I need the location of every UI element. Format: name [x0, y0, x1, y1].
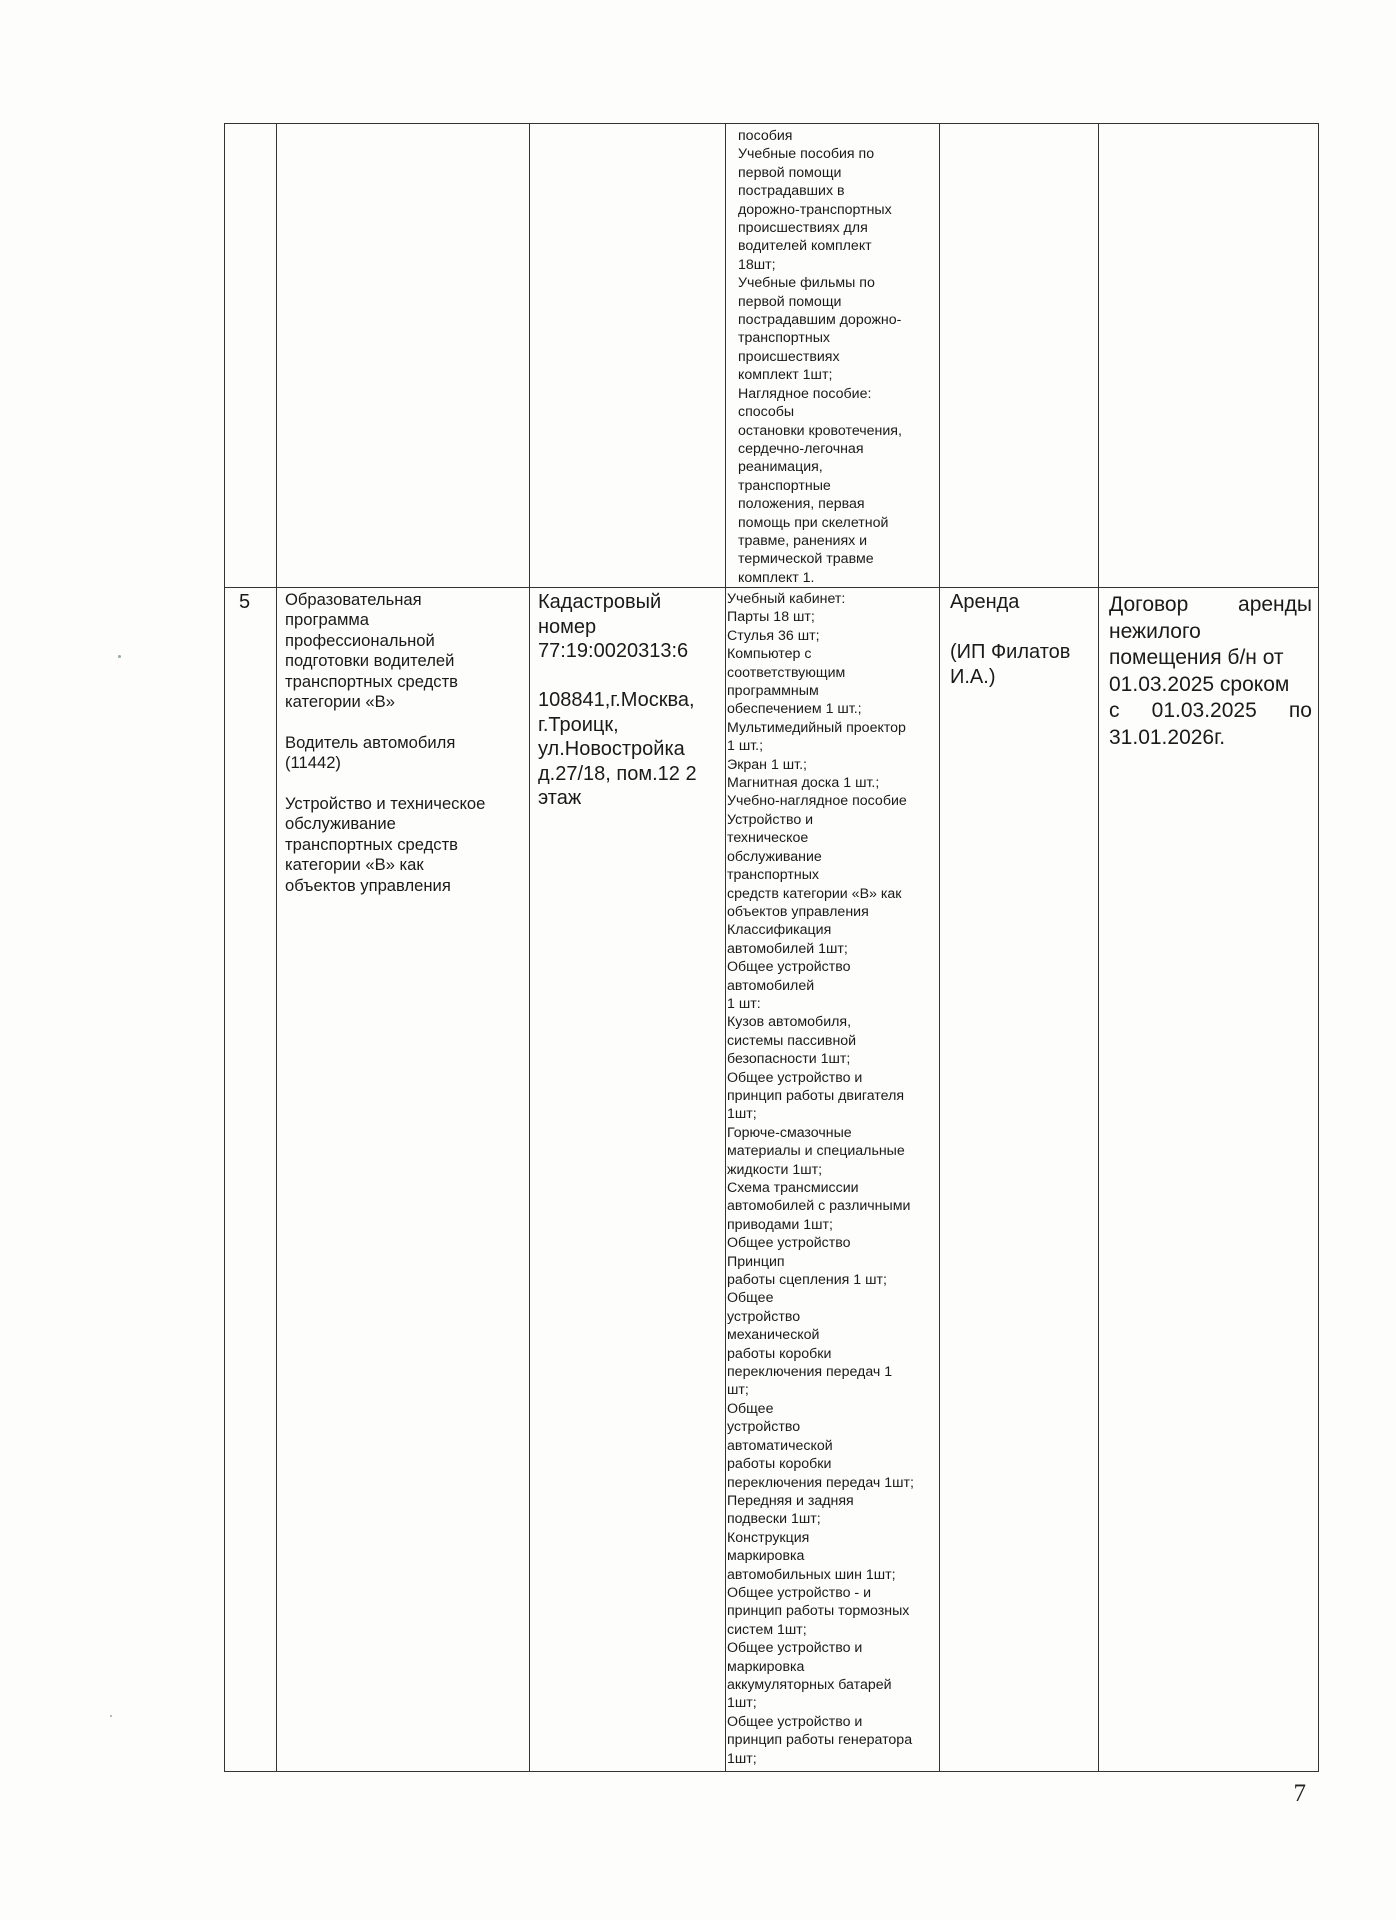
document-line: помещения б/н от: [1109, 646, 1284, 669]
ownership-cell: Аренда (ИП Филатов И.А.): [950, 591, 1071, 688]
document-cell: [1109, 592, 1312, 751]
column-divider: [1098, 124, 1099, 1771]
document-line: 31.01.2026г.: [1109, 725, 1226, 749]
page-number: 7: [1293, 1780, 1306, 1807]
row-number: 5: [239, 591, 251, 613]
document-line: 01.03.2025 сроком: [1109, 672, 1290, 696]
column-divider: [939, 124, 940, 1771]
address-cell: Кадастровый номер 77:19:0020313:6 108841,г.Москва, г.Троицк, ул.Новостройка д.27/18, пом.12 2 этаж: [538, 591, 697, 809]
document-line: нежилого: [1109, 619, 1201, 643]
document-line: с 01.03.2025 по: [1109, 699, 1312, 722]
program-cell: Образовательная программа профессиональной подготовки водителей транспортных средств категории «В» Водитель автомобиля (11442) Устройство и техническое обслуживание транспортных средств категории «В» как объектов управления: [285, 590, 486, 895]
document-line: Договор аренды: [1109, 593, 1312, 616]
facilities-table: [224, 123, 1319, 1772]
column-divider: [725, 124, 726, 1771]
row-divider: [225, 587, 1318, 588]
column-divider: [529, 124, 530, 1771]
equipment-cell: Учебный кабинет: Парты 18 шт; Стулья 36 шт; Компьютер с соответствующим программным обеспечением 1 шт.; Мультимедийный проектор 1 шт.; Экран 1 шт.; Магнитная доска 1 шт.; Учебно-наглядное пособие Устройство и техническое обслуживание транспортных средств категории «В» как объектов управления Классификация автомобилей 1шт; Общее устройство автомобилей 1 шт: Кузов автомобиля, системы пассивной безопасности 1шт; Общее устройство и принцип работы двигателя 1шт; Горюче-смазочные материалы и специальные жидкости 1шт; Схема трансмиссии автомобилей с различными приводами 1шт; Общее устройство Принцип работы сцепления 1 шт; Общее устройство механической работы коробки переключения передач 1 шт; Общее устройство автоматической работы коробки переключения передач 1шт; Передняя и задняя подвески 1шт; Конструкция маркировка автомобильных шин 1шт; Общее устройство - и принцип работы тормозных систем 1шт; Общее устройство и маркировка аккумуляторных батарей 1шт; Общее устройство и принцип работы генератора 1шт;: [727, 591, 914, 1767]
scan-speck: [110, 1715, 112, 1717]
column-divider: [276, 124, 277, 1771]
continued-equipment-cell: пособия Учебные пособия по первой помощи пострадавших в дорожно-транспортных происшествиях для водителей комплект 18шт; Учебные фильмы по первой помощи пострадавшим дорожно- транспортных происшествиях комплект 1шт; Наглядное пособие: способы остановки кровотечения, сердечно-легочная реанимация, транспортные положения, первая помощь при скелетной травме, ранениях и термической травме комплект 1.: [738, 128, 902, 586]
scan-speck: [118, 655, 121, 658]
